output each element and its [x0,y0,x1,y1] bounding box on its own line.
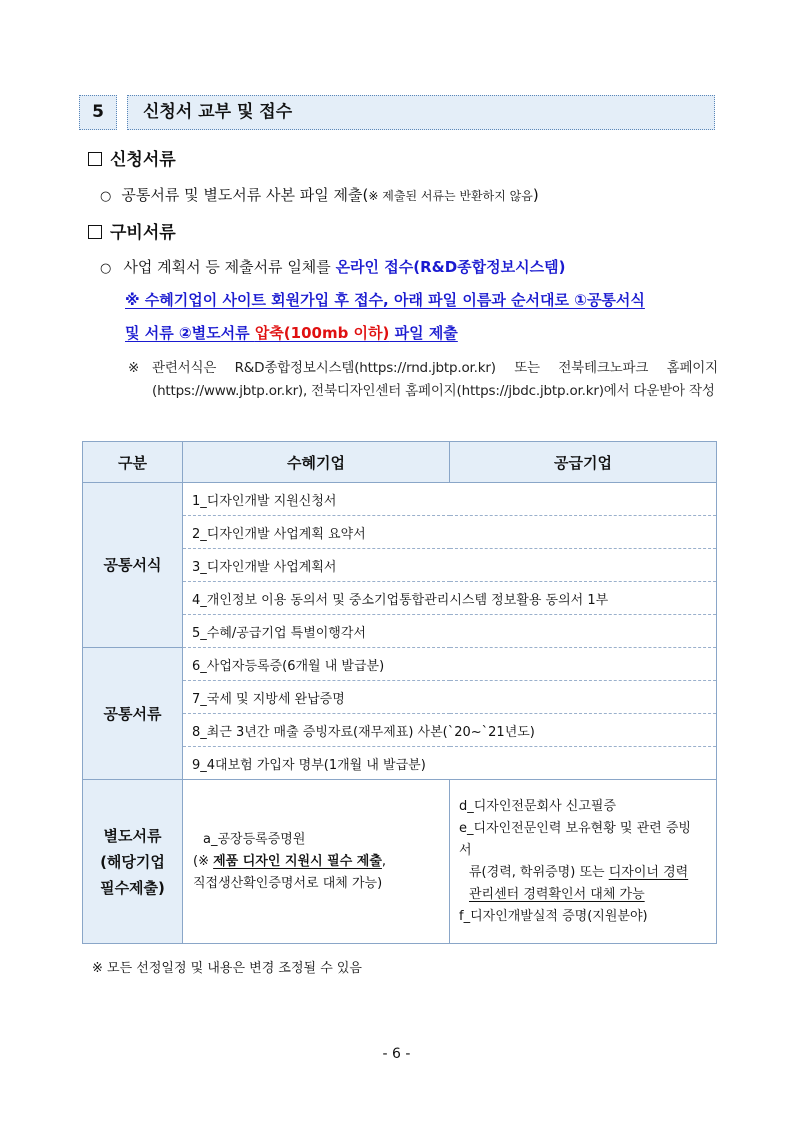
required-docs-note [128,357,718,403]
supplier-doc-e-cont-b: 디자이너 경력 [608,864,689,880]
table-row [83,483,717,516]
required-docs-p3-c: 파일 제출 [389,324,458,342]
checkbox-square-icon [88,225,102,239]
list-item: 8_최근 3년간 매출 증빙자료(재무제표) 사본(`20~`21년도) [183,714,717,747]
list-item: 1_디자인개발 지원신청서 [183,483,717,516]
list-item: 9_4대보험 가입자 명부(1개월 내 발급분) [183,747,717,780]
apply-docs-line-end: ) [532,186,539,204]
table-row [83,648,717,681]
section-header [79,95,715,130]
header-beneficiary: 수혜기업 [183,442,450,483]
header-supplier: 공급기업 [450,442,717,483]
apply-docs-line [100,184,539,208]
list-item: 3_디자인개발 사업계획서 [183,549,717,582]
list-item: 6_사업자등록증(6개월 내 발급분) [183,648,717,681]
beneficiary-separate-docs [183,780,450,944]
required-docs-p1-a: 사업 계획서 등 제출서류 일체를 [123,258,336,276]
beneficiary-doc-note-end: 직접생산확인증명서로 대체 가능) [193,875,383,891]
footnote: ※ 모든 선정일정 및 내용은 변경 조정될 수 있음 [92,961,362,976]
group-separate-label-1: 별도서류 [103,826,162,845]
page-number: - 6 - [382,1046,411,1062]
supplier-doc-f: f_디자인개발실적 증명(지원분야) [459,908,648,924]
list-item: 7_국세 및 지방세 완납증명 [183,681,717,714]
table-header-row [83,442,717,483]
list-item: 4_개인정보 이용 동의서 및 중소기업통합관리시스템 정보활용 동의서 1부 [183,582,717,615]
table-row [83,780,717,944]
supplier-doc-e-cont-a: 류(경력, 학위증명) 또는 [469,864,609,880]
circle-bullet-icon: ○ [100,189,112,204]
required-docs-p1-b: 온라인 접수(R&D종합정보시스템) [335,258,566,276]
list-item: 2_디자인개발 사업계획 요약서 [183,516,717,549]
required-docs-heading-text: 구비서류 [110,223,176,243]
apply-docs-line-text: 공통서류 및 별도서류 사본 파일 제출( [121,186,369,204]
group-common-docs: 공통서류 [83,648,183,780]
supplier-doc-e-cont [459,862,688,884]
group-separate-label-3: 필수제출) [100,878,165,897]
beneficiary-doc-note-open: (※ [193,853,214,869]
group-common-forms: 공통서식 [83,483,183,648]
documents-table [82,441,717,944]
checkbox-square-icon [88,152,102,166]
header-category: 구분 [83,442,183,483]
list-item: 5_수혜/공급기업 특별이행각서 [183,615,717,648]
beneficiary-doc-note-comma: , [381,853,387,869]
apply-docs-line-note: ※ 제출된 서류는 반환하지 않음 [368,189,533,203]
required-docs-para-1 [100,256,565,280]
section-title: 신청서 교부 및 접수 [127,95,715,130]
apply-docs-heading [88,149,176,171]
required-docs-heading [88,222,176,244]
required-docs-p3-a: 및 서류 ②별도서류 [125,324,255,342]
supplier-doc-d: d_디자인전문회사 신고필증 [459,798,617,814]
section-number: 5 [79,95,117,130]
required-docs-para-3 [125,322,458,344]
supplier-doc-e: e_디자인전문인력 보유현황 및 관련 증빙 서 [459,820,691,858]
beneficiary-doc-note-bold: 제품 디자인 지원시 필수 제출 [213,853,382,869]
supplier-separate-docs [450,780,717,944]
required-docs-note-text: 관련서식은 R&D종합정보시스템(https://rnd.jbtp.or.kr) 또는 전북테크노파크 홈페이지(https://www.jbtp.or.kr), 전북디자인센터 홈페이지(https://jbdc.jbtp.or.kr)에서 다운받아 작성 [152,360,718,399]
beneficiary-doc-a: a_공장등록증명원 [203,831,306,847]
group-separate-docs [83,780,183,944]
group-separate-label-2: (해당기업 [100,852,165,871]
required-docs-p3-b: 압축(100mb 이하) [254,324,390,342]
reference-mark-icon: ※ [128,360,140,376]
circle-bullet-icon: ○ [100,261,112,276]
supplier-doc-e-alt: 관리센터 경력확인서 대체 가능 [469,886,645,902]
required-docs-para-2: ※ 수혜기업이 사이트 회원가입 후 접수, 아래 파일 이름과 순서대로 ①공통서식 [125,291,645,309]
apply-docs-heading-text: 신청서류 [110,150,176,170]
